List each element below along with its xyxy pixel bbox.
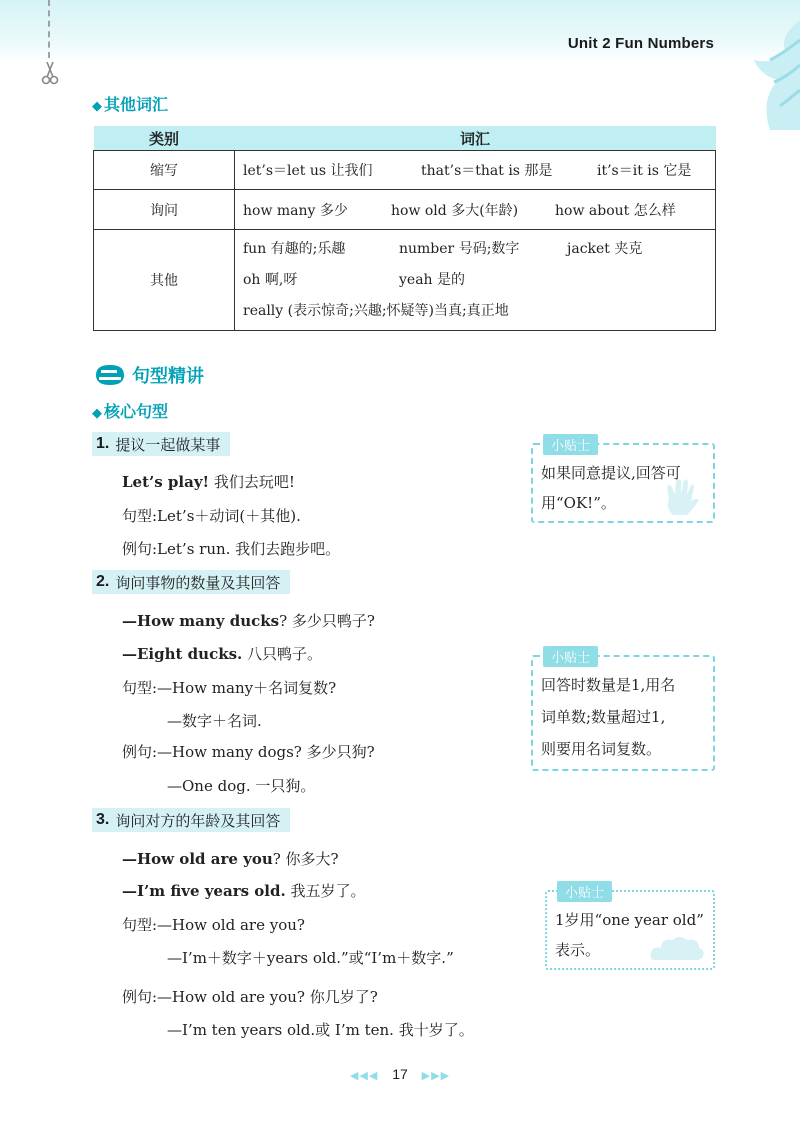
sample-line: 例句:—How many dogs? 多少只狗? xyxy=(122,743,375,761)
pavilion-roof-decoration-icon xyxy=(730,20,800,130)
scissors-icon xyxy=(40,60,60,86)
section-title: 句型精讲 xyxy=(132,366,204,387)
tip-line: 词单数;数量超过1, xyxy=(541,708,666,726)
pattern-line: 句型:Let’s＋动词(＋其他). xyxy=(122,507,301,525)
word-entry: really (表示惊奇;兴趣;怀疑等)当真;真正地 xyxy=(243,302,509,319)
word-entry: oh 啊,呀 xyxy=(243,271,298,288)
tip-line: 回答时数量是1,用名 xyxy=(541,676,676,694)
tip-line: 如果同意提议,回答可 xyxy=(541,464,681,482)
table-header-category: 类别 xyxy=(94,126,235,151)
right-arrows-icon: ▶▶▶ xyxy=(421,1070,451,1082)
point-1-title: 1. 提议一起做某事 xyxy=(92,432,230,456)
section-number-two-icon xyxy=(92,362,128,388)
word-entry: it’s＝it is 它是 xyxy=(597,163,692,179)
cut-line xyxy=(48,0,50,58)
question-line: —How many ducks? 多少只鸭子? xyxy=(122,612,375,630)
tip-box xyxy=(531,651,715,771)
word-entry: that’s＝that is 那是 xyxy=(421,163,553,179)
tip-line: 表示。 xyxy=(555,941,601,959)
table-row xyxy=(94,230,716,331)
table-row xyxy=(94,151,716,190)
word-entry: jacket 夹克 xyxy=(567,240,643,257)
core-sentence-heading: ◆ 核心句型 xyxy=(92,402,169,421)
header-band xyxy=(0,0,800,62)
word-entry: number 号码;数字 xyxy=(399,240,520,257)
pattern-line: 句型:—How old are you? xyxy=(122,916,305,934)
tip-line: 1岁用“one year old” xyxy=(555,911,704,929)
diamond-icon: ◆ xyxy=(92,99,102,114)
category-cell: 其他 xyxy=(94,230,235,331)
sample-line: 例句:—How old are you? 你几岁了? xyxy=(122,988,378,1006)
word-entry: fun 有趣的;乐趣 xyxy=(243,240,346,257)
words-cell xyxy=(235,230,716,331)
page-number: ◀◀◀ 17 ▶▶▶ xyxy=(349,1066,451,1082)
section-heading xyxy=(92,361,204,389)
answer-line: —I’m five years old. 我五岁了。 xyxy=(122,882,366,900)
question-line: —How old are you? 你多大? xyxy=(122,850,339,868)
sample-line: —I’m ten years old.或 I’m ten. 我十岁了。 xyxy=(167,1021,474,1039)
pattern-line: —数字＋名词. xyxy=(167,712,262,730)
sample-line: —One dog. 一只狗。 xyxy=(167,777,316,795)
point-3-title: 3. 询问对方的年龄及其回答 xyxy=(92,808,290,832)
word-entry: let’s＝let us 让我们 xyxy=(243,163,373,179)
tip-tag: 小贴士 xyxy=(557,881,612,902)
tip-line: 用“OK!”。 xyxy=(541,494,616,512)
word-entry: how old 多大(年龄) xyxy=(391,202,519,219)
table-header-words: 词汇 xyxy=(235,126,716,151)
tip-tag: 小贴士 xyxy=(543,434,598,455)
tip-box xyxy=(531,439,715,523)
cloud-icon xyxy=(649,934,705,964)
word-entry: how about 怎么样 xyxy=(555,202,676,219)
words-cell xyxy=(235,190,716,230)
unit-title: Unit 2 Fun Numbers xyxy=(567,35,714,52)
word-entry: yeah 是的 xyxy=(399,271,466,288)
words-cell xyxy=(235,151,716,190)
pattern-line: 句型:—How many＋名词复数? xyxy=(122,679,337,697)
word-entry: how many 多少 xyxy=(243,202,348,219)
tip-line: 则要用名词复数。 xyxy=(541,740,662,758)
sample-line: 例句:Let’s run. 我们去跑步吧。 xyxy=(122,540,341,558)
diamond-icon: ◆ xyxy=(92,406,102,421)
tip-box xyxy=(545,886,715,970)
table-row xyxy=(94,190,716,230)
answer-line: —Eight ducks. 八只鸭子。 xyxy=(122,645,323,663)
point-2-title: 2. 询问事物的数量及其回答 xyxy=(92,570,290,594)
vocab-heading: ◆ 其他词汇 xyxy=(92,95,169,114)
left-arrows-icon: ◀◀◀ xyxy=(349,1070,379,1082)
tip-tag: 小贴士 xyxy=(543,646,598,667)
example-line: Let’s play! 我们去玩吧! xyxy=(122,473,295,491)
category-cell: 缩写 xyxy=(94,151,235,190)
vocab-table xyxy=(93,126,716,331)
category-cell: 询问 xyxy=(94,190,235,230)
pattern-line: —I’m＋数字＋years old.”或“I’m＋数字.” xyxy=(167,949,454,967)
